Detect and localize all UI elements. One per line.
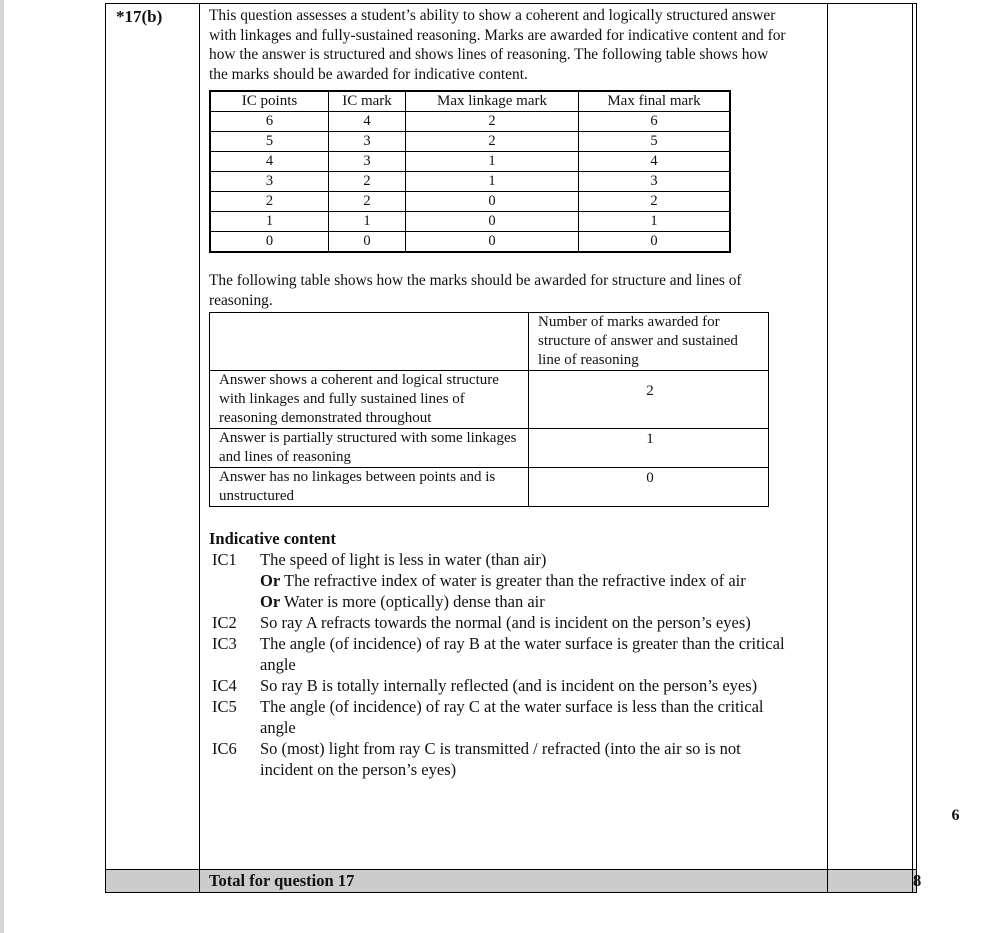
answer-cell bbox=[200, 4, 828, 870]
indicative-item bbox=[209, 675, 819, 696]
indicative-item bbox=[209, 612, 819, 633]
cell: 0 bbox=[579, 232, 731, 253]
cell: 1 bbox=[329, 212, 406, 232]
header-max-linkage: Max linkage mark bbox=[406, 91, 579, 112]
ic-text: So ray A refracts towards the normal (and is incident on the person’s eyes) bbox=[260, 613, 751, 632]
mark-scheme-table bbox=[105, 3, 960, 893]
page-edge bbox=[0, 0, 4, 933]
cell: 1 bbox=[210, 212, 329, 232]
cell: 0 bbox=[329, 232, 406, 253]
question-number: *17(b) bbox=[106, 4, 200, 870]
ic-alt-text: The refractive index of water is greater than the refractive index of air bbox=[280, 571, 746, 590]
question-row bbox=[106, 4, 917, 870]
table-row bbox=[210, 371, 769, 429]
structure-marks-table bbox=[209, 312, 769, 507]
table-row bbox=[210, 132, 730, 152]
structure-intro-text: The following table shows how the marks should be awarded for structure and lines of reasoning. bbox=[209, 272, 742, 309]
cell: 3 bbox=[329, 152, 406, 172]
ic-code: IC1 bbox=[212, 550, 237, 569]
cell: 6 bbox=[579, 112, 731, 132]
or-keyword: Or bbox=[260, 571, 281, 590]
marks-cell bbox=[913, 4, 960, 870]
cell: 5 bbox=[579, 132, 731, 152]
cell: 1 bbox=[406, 172, 579, 192]
table-row bbox=[210, 112, 730, 132]
or-keyword: Or bbox=[260, 592, 281, 611]
empty-header-cell bbox=[210, 313, 529, 371]
table-row bbox=[210, 468, 769, 507]
structure-desc: Answer shows a coherent and logical structure with linkages and fully sustained lines of reasoning demonstrated throughout bbox=[210, 371, 529, 429]
ic-text bbox=[260, 570, 785, 591]
cell: 3 bbox=[579, 172, 731, 192]
question-marks: 6 bbox=[951, 807, 960, 824]
ic-text: The angle (of incidence) of ray C at the water surface is less than the critical angle bbox=[260, 697, 764, 737]
cell: 0 bbox=[210, 232, 329, 253]
total-marks: 8 bbox=[913, 870, 917, 893]
ic-code: IC3 bbox=[212, 634, 237, 653]
indicative-item bbox=[209, 696, 819, 738]
header-ic-mark: IC mark bbox=[329, 91, 406, 112]
ic-alt-text: Water is more (optically) dense than air bbox=[280, 592, 545, 611]
cell: 3 bbox=[210, 172, 329, 192]
total-label: Total for question 17 bbox=[200, 870, 828, 893]
table-row bbox=[210, 192, 730, 212]
indicative-item bbox=[209, 549, 819, 570]
indicative-item-alt bbox=[209, 570, 819, 591]
ic-marks-table bbox=[209, 90, 731, 253]
cell: 4 bbox=[329, 112, 406, 132]
table-row bbox=[210, 429, 769, 468]
total-empty-notes bbox=[828, 870, 913, 893]
indicative-item bbox=[209, 633, 819, 675]
intro-text: This question assesses a student’s ability to show a coherent and logically structured answer with linkages and fully-sustained reasoning. Marks are awarded for indicative content and for how the answer is structured and shows lines of reasoning. The following table shows how the marks should be awarded for indicative content. bbox=[209, 7, 786, 83]
header-max-final: Max final mark bbox=[579, 91, 731, 112]
cell: 0 bbox=[406, 192, 579, 212]
ic-text: The angle (of incidence) of ray B at the water surface is greater than the critical angle bbox=[260, 634, 785, 674]
structure-marks: 0 bbox=[529, 468, 769, 507]
indicative-item bbox=[209, 738, 819, 780]
ic-text: So (most) light from ray C is transmitted / refracted (into the air so is not incident on the person’s eyes) bbox=[260, 739, 741, 779]
cell: 3 bbox=[329, 132, 406, 152]
cell: 2 bbox=[406, 132, 579, 152]
cell: 2 bbox=[579, 192, 731, 212]
ic-code: IC6 bbox=[212, 739, 237, 758]
indicative-content-title: Indicative content bbox=[209, 529, 336, 548]
ic-text: So ray B is totally internally reflected (and is incident on the person’s eyes) bbox=[260, 676, 758, 695]
total-empty-cell bbox=[106, 870, 200, 893]
ic-code-empty bbox=[209, 570, 260, 591]
cell: 5 bbox=[210, 132, 329, 152]
mark-scheme-table-container bbox=[105, 3, 960, 893]
ic-code-empty bbox=[209, 591, 260, 612]
table-row bbox=[210, 172, 730, 192]
cell: 0 bbox=[406, 212, 579, 232]
notes-cell bbox=[828, 4, 913, 870]
ic-text: The speed of light is less in water (than air) bbox=[260, 550, 547, 569]
cell: 2 bbox=[329, 192, 406, 212]
table-row bbox=[210, 212, 730, 232]
structure-desc: Answer has no linkages between points and is unstructured bbox=[210, 468, 529, 507]
ic-text bbox=[260, 591, 785, 612]
cell: 1 bbox=[406, 152, 579, 172]
table-row bbox=[210, 313, 769, 371]
total-row bbox=[106, 870, 917, 893]
cell: 4 bbox=[579, 152, 731, 172]
structure-marks: 2 bbox=[529, 371, 769, 429]
ic-table-header bbox=[210, 91, 730, 112]
ic-code: IC2 bbox=[212, 613, 237, 632]
ic-code: IC4 bbox=[212, 676, 237, 695]
cell: 2 bbox=[210, 192, 329, 212]
indicative-item-alt bbox=[209, 591, 819, 612]
cell: 0 bbox=[406, 232, 579, 253]
ic-code: IC5 bbox=[212, 697, 237, 716]
structure-header: Number of marks awarded for structure of answer and sustained line of reasoning bbox=[529, 313, 769, 371]
table-row bbox=[210, 232, 730, 253]
structure-desc: Answer is partially structured with some linkages and lines of reasoning bbox=[210, 429, 529, 468]
cell: 1 bbox=[579, 212, 731, 232]
cell: 6 bbox=[210, 112, 329, 132]
cell: 2 bbox=[406, 112, 579, 132]
cell: 2 bbox=[329, 172, 406, 192]
structure-marks: 1 bbox=[529, 429, 769, 468]
table-row bbox=[210, 152, 730, 172]
header-ic-points: IC points bbox=[210, 91, 329, 112]
cell: 4 bbox=[210, 152, 329, 172]
